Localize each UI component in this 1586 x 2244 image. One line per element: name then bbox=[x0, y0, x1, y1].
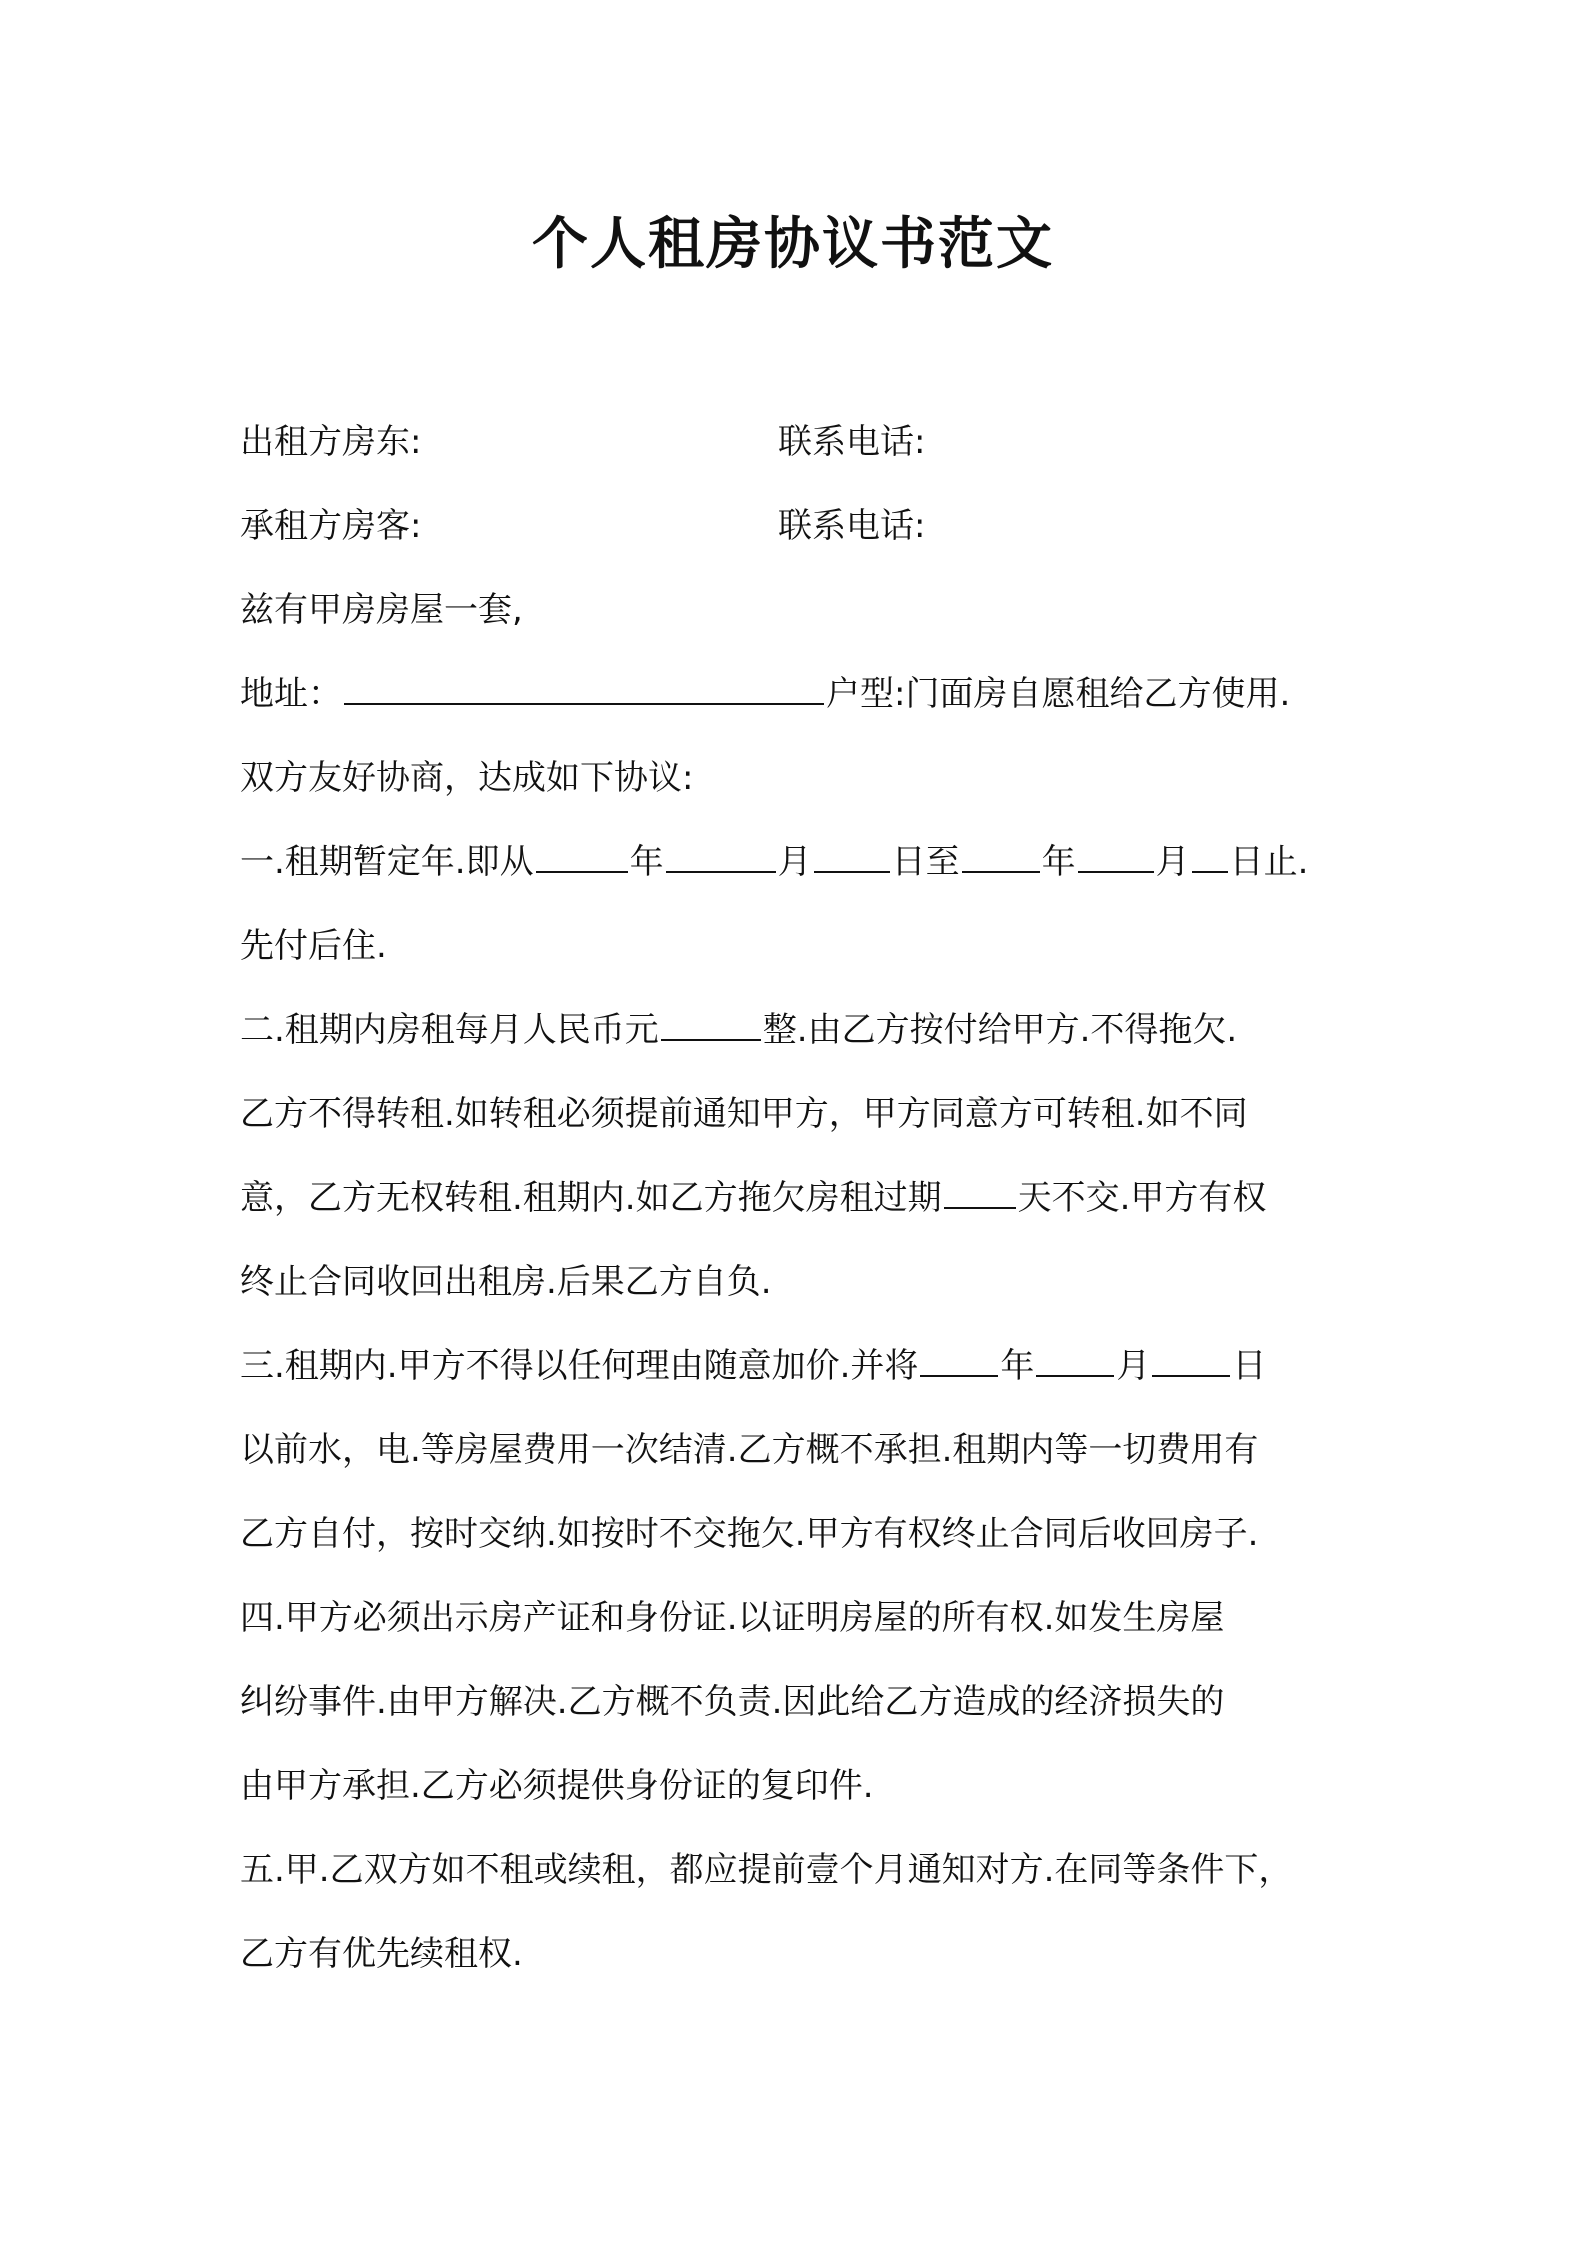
clause1-line1 bbox=[240, 820, 1370, 904]
clause1-month-label: 月 bbox=[777, 842, 812, 882]
clause2-suffix: 整.由乙方按付给甲方.不得拖欠. bbox=[762, 1010, 1238, 1050]
clause3-year-label: 年 bbox=[1000, 1346, 1035, 1386]
clause2-line3 bbox=[240, 1156, 1370, 1240]
clause3-line3: 乙方自付，按时交纳.如按时不交拖欠.甲方有权终止合同后收回房子. bbox=[240, 1514, 1259, 1554]
landlord-row bbox=[240, 400, 1370, 484]
document-body bbox=[240, 400, 1370, 1996]
tenant-label: 承租方房客: bbox=[240, 506, 422, 546]
clause2-prefix: 二.租期内房租每月人民币元 bbox=[240, 1010, 659, 1050]
address-row bbox=[240, 652, 1370, 736]
settle-month-blank bbox=[1036, 1333, 1114, 1377]
clause3-prefix: 三.租期内.甲方不得以任何理由随意加价.并将 bbox=[240, 1346, 919, 1386]
landlord-label: 出租方房东: bbox=[240, 422, 422, 462]
clause2-line1 bbox=[240, 988, 1370, 1072]
end-year-blank bbox=[962, 829, 1040, 873]
clause5-line2: 乙方有优先续租权. bbox=[240, 1934, 523, 1974]
clause1-end-year-label: 年 bbox=[1041, 842, 1076, 882]
clause3-line1 bbox=[240, 1324, 1370, 1408]
start-year-blank bbox=[536, 829, 628, 873]
document-title: 个人租房协议书范文 bbox=[532, 212, 1054, 277]
clause2-line3-suffix: 天不交.甲方有权 bbox=[1017, 1178, 1267, 1218]
address-suffix: 户型:门面房自愿租给乙方使用. bbox=[826, 674, 1291, 714]
clause2-line3-prefix: 意，乙方无权转租.租期内.如乙方拖欠房租过期 bbox=[240, 1178, 942, 1218]
clause4-line3: 由甲方承担.乙方必须提供身份证的复印件. bbox=[240, 1766, 874, 1806]
start-month-blank bbox=[666, 829, 776, 873]
overdue-days-blank bbox=[944, 1165, 1016, 1209]
address-label: 地址： bbox=[240, 674, 342, 714]
clause1-end-day-label: 日止. bbox=[1229, 842, 1309, 882]
house-intro: 兹有甲房房屋一套, bbox=[240, 590, 523, 630]
clause2-line4: 终止合同收回出租房.后果乙方自负. bbox=[240, 1262, 772, 1302]
clause1-year-label: 年 bbox=[629, 842, 664, 882]
clause4-line1: 四.甲方必须出示房产证和身份证.以证明房屋的所有权.如发生房屋 bbox=[240, 1598, 1225, 1638]
tenant-phone-label: 联系电话: bbox=[778, 506, 926, 546]
clause3-line2: 以前水，电.等房屋费用一次结清.乙方概不承担.租期内等一切费用有 bbox=[240, 1430, 1259, 1470]
clause3-month-label: 月 bbox=[1116, 1346, 1151, 1386]
landlord-phone-label: 联系电话: bbox=[778, 422, 926, 462]
clause4-line2: 纠纷事件.由甲方解决.乙方概不负责.因此给乙方造成的经济损失的 bbox=[240, 1682, 1225, 1722]
end-month-blank bbox=[1078, 829, 1154, 873]
clause1-day-to-label: 日至 bbox=[891, 842, 960, 882]
rent-amount-blank bbox=[661, 997, 761, 1041]
clause3-day-label: 日 bbox=[1232, 1346, 1267, 1386]
clause1-prefix: 一.租期暂定年.即从 bbox=[240, 842, 534, 882]
clause1-line2: 先付后住. bbox=[240, 926, 387, 966]
end-day-blank bbox=[1192, 829, 1228, 873]
clause1-end-month-label: 月 bbox=[1155, 842, 1190, 882]
clause5-line1: 五.甲.乙双方如不租或续租，都应提前壹个月通知对方.在同等条件下， bbox=[240, 1850, 1293, 1890]
clause2-line2: 乙方不得转租.如转租必须提前通知甲方，甲方同意方可转租.如不同 bbox=[240, 1094, 1248, 1134]
negotiation-line: 双方友好协商，达成如下协议: bbox=[240, 758, 694, 798]
tenant-row bbox=[240, 484, 1370, 568]
settle-year-blank bbox=[920, 1333, 998, 1377]
settle-day-blank bbox=[1152, 1333, 1230, 1377]
address-blank bbox=[344, 661, 824, 705]
start-day-blank bbox=[814, 829, 890, 873]
